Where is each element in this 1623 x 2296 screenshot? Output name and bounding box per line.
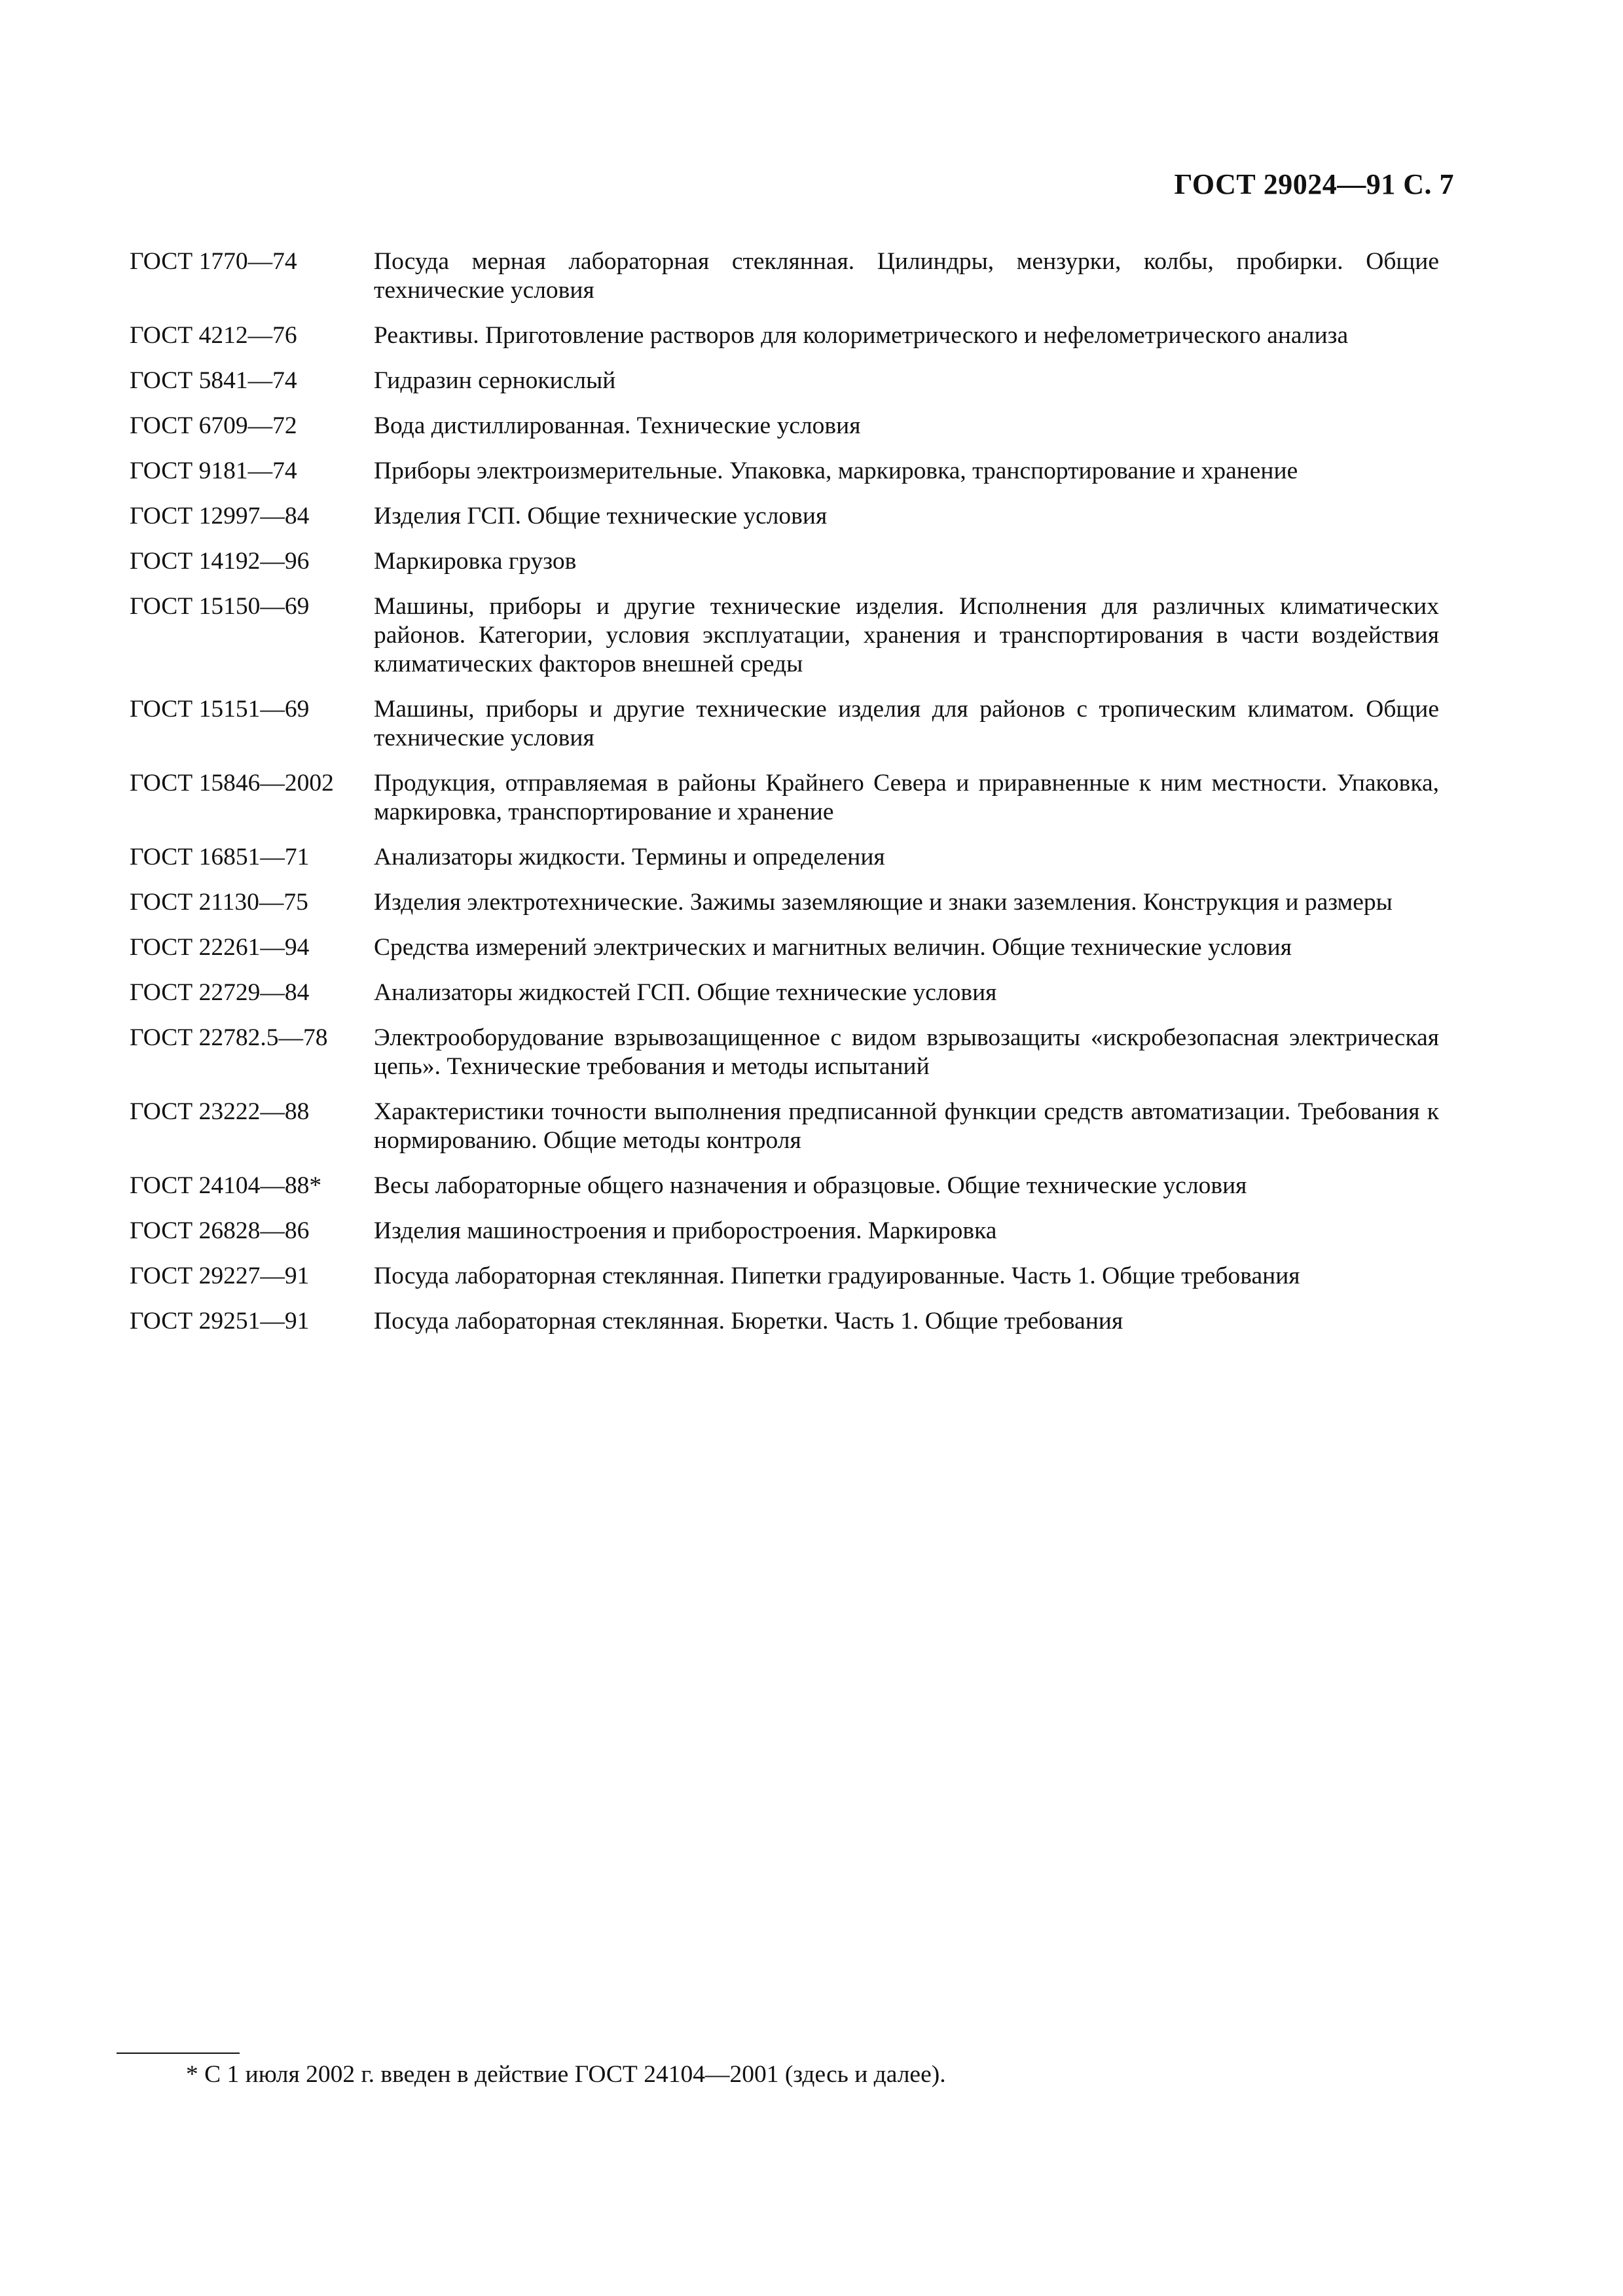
reference-code: ГОСТ 23222—88 bbox=[130, 1098, 310, 1125]
reference-title: Машины, приборы и другие технические изделия для районов с тропическим климатом. Общие технические условия bbox=[374, 696, 1439, 751]
reference-code: ГОСТ 29227—91 bbox=[130, 1263, 310, 1289]
reference-row bbox=[130, 457, 1439, 502]
reference-row bbox=[130, 592, 1439, 695]
reference-code: ГОСТ 15846—2002 bbox=[130, 770, 334, 797]
reference-row bbox=[130, 695, 1439, 769]
reference-code: ГОСТ 15151—69 bbox=[130, 696, 310, 723]
reference-title: Анализаторы жидкости. Термины и определения bbox=[374, 844, 885, 870]
reference-row bbox=[130, 1024, 1439, 1098]
reference-row bbox=[130, 1307, 1439, 1352]
reference-code: ГОСТ 1770—74 bbox=[130, 248, 297, 275]
reference-title: Электрооборудование взрывозащищенное с видом взрывозащиты «искробезопасная электрическая цепь». Технические требования и методы испытаний bbox=[374, 1024, 1439, 1080]
reference-title: Машины, приборы и другие технические изделия. Исполнения для различных климатических районов. Категории, условия эксплуатации, хранения и транспортирования в части воздействия климатических факторов внешней среды bbox=[374, 593, 1439, 677]
reference-title: Вода дистиллированная. Технические условия bbox=[374, 412, 861, 439]
reference-row bbox=[130, 502, 1439, 547]
reference-title: Посуда мерная лабораторная стеклянная. Цилиндры, мензурки, колбы, пробирки. Общие технические условия bbox=[374, 248, 1439, 304]
reference-row bbox=[130, 547, 1439, 592]
reference-code: ГОСТ 4212—76 bbox=[130, 322, 297, 349]
reference-code: ГОСТ 16851—71 bbox=[130, 844, 310, 870]
reference-code: ГОСТ 24104—88* bbox=[130, 1172, 322, 1199]
reference-title: Продукция, отправляемая в районы Крайнего Севера и приравненные к ним местности. Упаковка, маркировка, транспортирование и хранение bbox=[374, 770, 1439, 825]
reference-title: Приборы электроизмерительные. Упаковка, маркировка, транспортирование и хранение bbox=[374, 457, 1298, 484]
reference-title: Реактивы. Приготовление растворов для колориметрического и нефелометрического анализа bbox=[374, 322, 1349, 349]
reference-row bbox=[130, 933, 1439, 978]
reference-row bbox=[130, 1172, 1439, 1217]
reference-row bbox=[130, 1098, 1439, 1172]
reference-row bbox=[130, 978, 1439, 1024]
reference-row bbox=[130, 412, 1439, 457]
reference-code: ГОСТ 26828—86 bbox=[130, 1217, 310, 1244]
reference-row bbox=[130, 843, 1439, 888]
reference-row bbox=[130, 1217, 1439, 1262]
reference-title: Посуда лабораторная стеклянная. Бюретки. Часть 1. Общие требования bbox=[374, 1308, 1123, 1335]
reference-code: ГОСТ 22729—84 bbox=[130, 979, 310, 1006]
reference-code: ГОСТ 14192—96 bbox=[130, 548, 310, 575]
reference-title: Характеристики точности выполнения предписанной функции средств автоматизации. Требования к нормированию. Общие методы контроля bbox=[374, 1098, 1439, 1154]
reference-row bbox=[130, 247, 1439, 321]
reference-title: Гидразин сернокислый bbox=[374, 367, 616, 394]
reference-row bbox=[130, 1262, 1439, 1307]
reference-code: ГОСТ 9181—74 bbox=[130, 457, 297, 484]
footnote-text: * С 1 июля 2002 г. введен в действие ГОСТ 24104—2001 (здесь и далее). bbox=[186, 2061, 946, 2088]
references-table bbox=[130, 247, 1439, 1352]
reference-title: Изделия машиностроения и приборостроения. Маркировка bbox=[374, 1217, 997, 1244]
reference-title: Изделия электротехнические. Зажимы заземляющие и знаки заземления. Конструкция и размеры bbox=[374, 889, 1393, 916]
footnote-divider bbox=[117, 2053, 240, 2054]
reference-code: ГОСТ 6709—72 bbox=[130, 412, 297, 439]
reference-row bbox=[130, 888, 1439, 933]
page-header: ГОСТ 29024—91 С. 7 bbox=[1174, 168, 1454, 200]
reference-row bbox=[130, 367, 1439, 412]
reference-code: ГОСТ 22261—94 bbox=[130, 934, 310, 961]
reference-code: ГОСТ 15150—69 bbox=[130, 593, 310, 620]
reference-row bbox=[130, 769, 1439, 843]
reference-code: ГОСТ 21130—75 bbox=[130, 889, 308, 916]
reference-title: Маркировка грузов bbox=[374, 548, 577, 575]
reference-code: ГОСТ 22782.5—78 bbox=[130, 1024, 328, 1051]
references-body bbox=[130, 247, 1439, 1352]
reference-title: Изделия ГСП. Общие технические условия bbox=[374, 503, 828, 529]
reference-title: Средства измерений электрических и магнитных величин. Общие технические условия bbox=[374, 934, 1292, 961]
reference-title: Посуда лабораторная стеклянная. Пипетки градуированные. Часть 1. Общие требования bbox=[374, 1263, 1300, 1289]
reference-code: ГОСТ 29251—91 bbox=[130, 1308, 310, 1335]
reference-title: Анализаторы жидкостей ГСП. Общие технические условия bbox=[374, 979, 997, 1006]
reference-code: ГОСТ 5841—74 bbox=[130, 367, 297, 394]
reference-row bbox=[130, 321, 1439, 367]
reference-title: Весы лабораторные общего назначения и образцовые. Общие технические условия bbox=[374, 1172, 1247, 1199]
reference-code: ГОСТ 12997—84 bbox=[130, 503, 310, 529]
